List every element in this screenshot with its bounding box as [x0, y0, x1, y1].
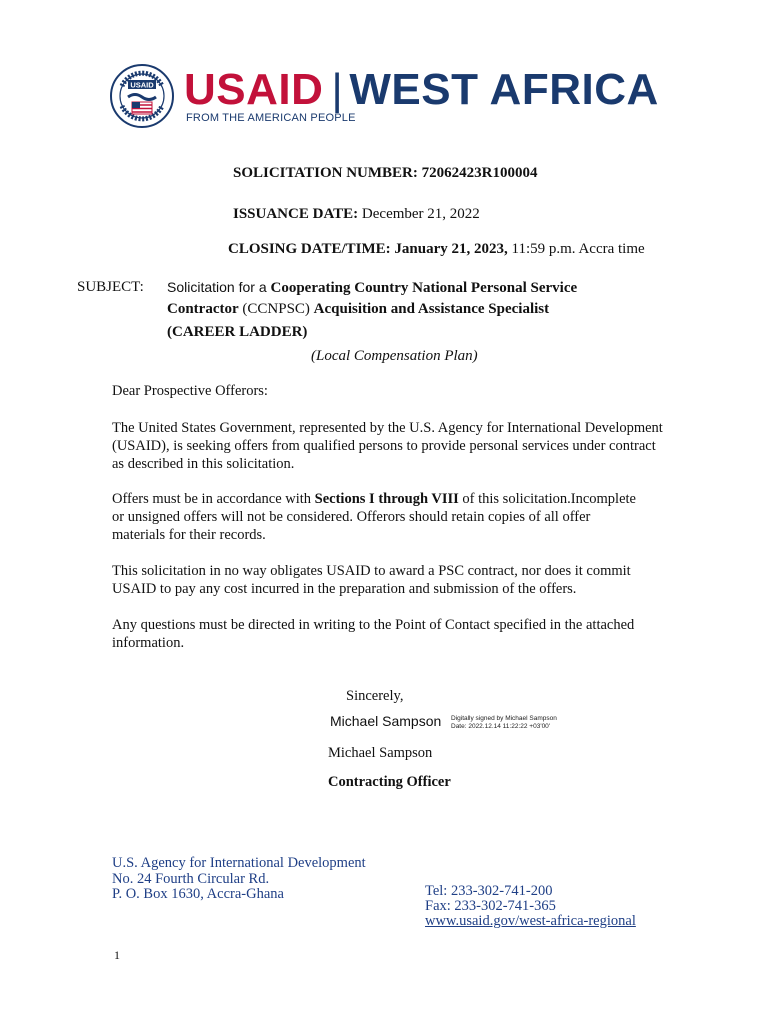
digital-signature: [330, 713, 557, 733]
signer-title: Contracting Officer: [328, 774, 451, 790]
brand-separator: |: [331, 65, 344, 114]
printed-name: Michael Sampson: [328, 745, 433, 761]
subject-line-3: (CAREER LADDER): [167, 324, 308, 340]
solicitation-number: SOLICITATION NUMBER: 72062423R100004: [233, 165, 538, 181]
page-number: 1: [114, 948, 120, 962]
paragraph-2: Offers must be in accordance with Sections I through VIII of this solicitation.Incomplete or unsigned offers will not be considered. Offerors should retain copies of all offer materials for their records.: [112, 491, 636, 543]
brand-region: WEST AFRICA: [349, 65, 659, 114]
paragraph-3: This solicitation in no way obligates USAID to award a PSC contract, nor does it commit USAID to pay any cost incurred in the preparation and submission of the offers.: [112, 563, 631, 597]
closing-label: CLOSING DATE/TIME: January 21, 2023,: [228, 241, 508, 257]
brand-wordmark: [184, 66, 659, 114]
footer-website-link[interactable]: www.usaid.gov/west-africa-regional: [425, 913, 636, 929]
brand-usaid: USAID: [184, 65, 324, 114]
paragraph-1: The United States Government, represented by the U.S. Agency for International Development (USAID), is seeking offers from qualified persons to provide personal services under contract as described in this solicitation.: [112, 420, 663, 472]
footer-contact: [425, 884, 636, 929]
salutation: Dear Prospective Offerors:: [112, 383, 268, 399]
footer-address: U.S. Agency for International Development No. 24 Fourth Circular Rd. P. O. Box 1630, Accra-Ghana: [112, 855, 366, 902]
subject-line-2: Contractor (CCNPSC) Acquisition and Assistance Specialist: [167, 301, 550, 317]
usaid-logo: [110, 64, 690, 134]
usaid-seal-icon: [110, 64, 174, 128]
issuance-date: [233, 205, 480, 223]
subject-line-1: Solicitation for a Cooperating Country National Personal Service: [167, 279, 578, 296]
subject-label: SUBJECT:: [77, 279, 144, 295]
digital-signature-note: Digitally signed by Michael Sampson Date: 2022.12.14 11:22:22 +03'00': [451, 715, 557, 730]
closing-date: [228, 240, 645, 258]
footer-fax: Fax: 233-302-741-365: [425, 898, 556, 914]
subject-line-4: (Local Compensation Plan): [311, 348, 478, 364]
digital-signature-name: Michael Sampson: [330, 713, 442, 729]
issuance-value: December 21, 2022: [361, 206, 480, 222]
paragraph-4: Any questions must be directed in writing to the Point of Contact specified in the attached information.: [112, 617, 635, 651]
footer-tel: Tel: 233-302-741-200: [425, 883, 553, 899]
svg-text:USAID: USAID: [130, 80, 154, 90]
issuance-label: ISSUANCE DATE:: [233, 206, 359, 222]
brand-tagline: FROM THE AMERICAN PEOPLE: [186, 112, 356, 124]
closing-sincerely: Sincerely,: [346, 688, 404, 704]
closing-value: 11:59 p.m. Accra time: [511, 241, 645, 257]
